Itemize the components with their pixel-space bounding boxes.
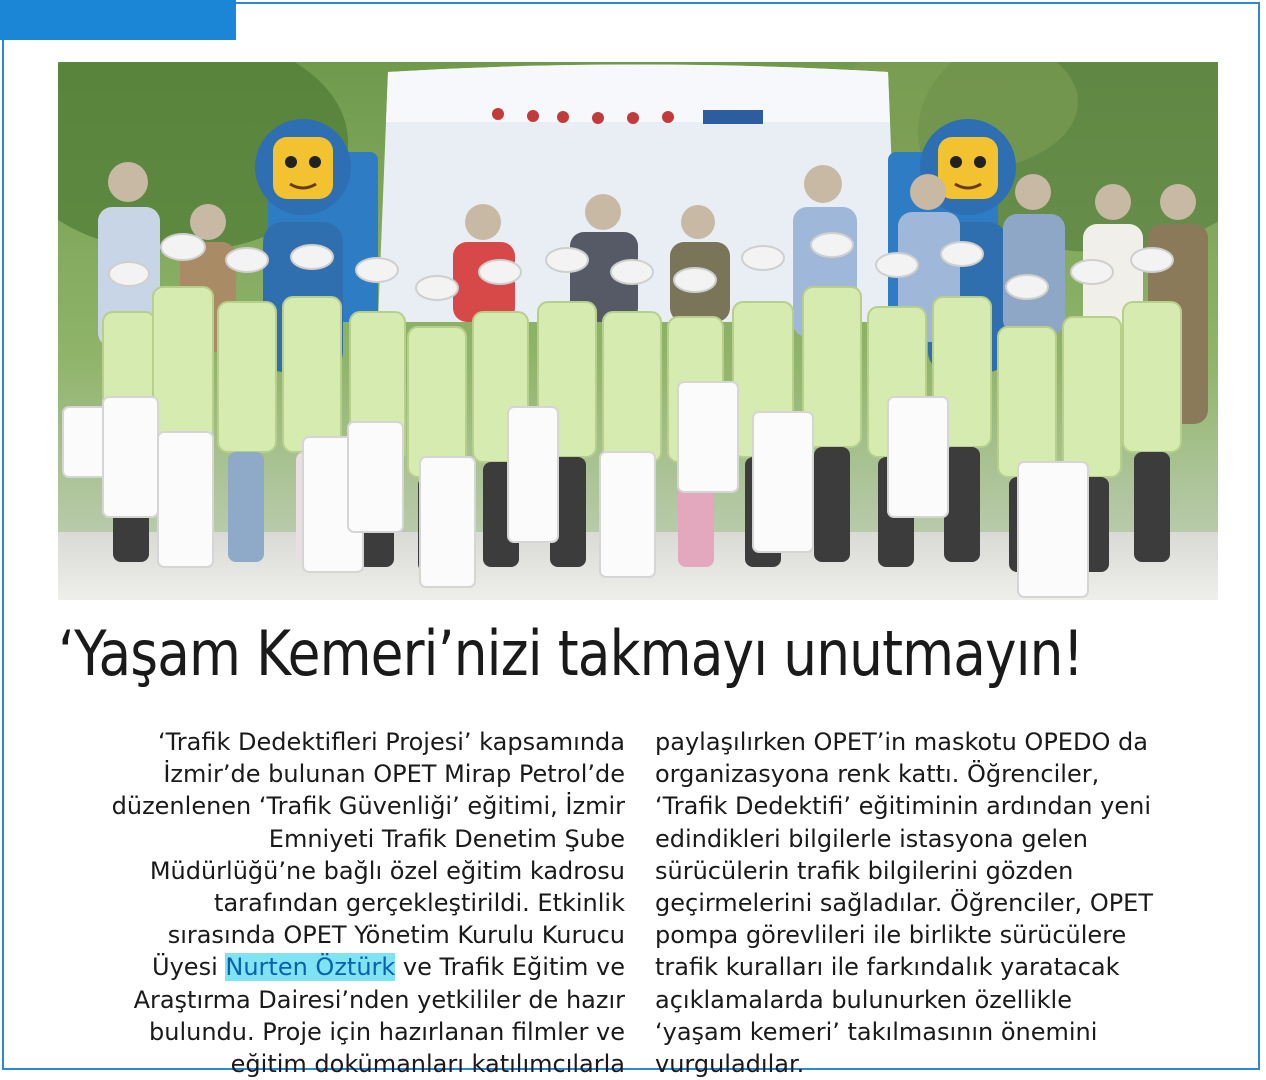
text-line: Müdürlüğü’ne bağlı özel eğitim kadrosu bbox=[149, 856, 625, 885]
text-line: Araştırma Dairesi’nden yetkililer de hazır bbox=[133, 985, 625, 1014]
text-line: bulundu. Proje için hazırlanan filmler ve bbox=[149, 1017, 625, 1046]
text-line: sürücülerin trafik bilgilerini gözden bbox=[655, 856, 1074, 885]
text-line: eğitim dokümanları katılımcılarla bbox=[230, 1050, 625, 1079]
text-line: pompa görevlileri ile birlikte sürücülere bbox=[655, 921, 1127, 950]
text-line: paylaşılırken OPET’in maskotu OPEDO da bbox=[655, 728, 1148, 756]
text-line: organizasyona renk kattı. Öğrenciler, bbox=[655, 760, 1100, 789]
text-line: düzenlenen ‘Trafik Güvenliği’ eğitimi, İzmir bbox=[111, 792, 625, 821]
text-line: tarafından gerçekleştirildi. Etkinlik bbox=[214, 889, 625, 918]
text-line: edindikleri bilgilerle istasyona gelen bbox=[655, 824, 1088, 853]
text-line: Emniyeti Trafik Denetim Şube bbox=[268, 824, 625, 853]
highlighted-name: Nurten Öztürk bbox=[225, 953, 396, 982]
text-fragment: Üyesi bbox=[152, 953, 226, 982]
text-line: ‘Trafik Dedektifi’ eğitiminin ardından yeni bbox=[655, 792, 1151, 821]
article-column-left bbox=[60, 726, 625, 1080]
group-photo-icon bbox=[58, 62, 1218, 600]
text-line: trafik kuralları ile farkındalık yaratacak bbox=[655, 953, 1120, 982]
group-photo bbox=[58, 62, 1218, 600]
text-line: İzmir’de bulunan OPET Mirap Petrol’de bbox=[163, 760, 625, 789]
text-line: sırasında OPET Yönetim Kurulu Kurucu bbox=[167, 921, 625, 950]
text-line: geçirmelerini sağladılar. Öğrenciler, OPET bbox=[655, 889, 1153, 918]
text-fragment: ve Trafik Eğitim ve bbox=[395, 953, 625, 982]
section-tab bbox=[0, 0, 236, 40]
text-line: vurguladılar. bbox=[655, 1050, 805, 1079]
text-line: ‘Trafik Dedektifleri Projesi’ kapsamında bbox=[157, 728, 625, 756]
text-line: açıklamalarda bulunurken özellikle bbox=[655, 985, 1072, 1014]
headline: ‘Yaşam Kemeri’nizi takmayı unutmayın! bbox=[58, 617, 1084, 690]
text-line: ‘yaşam kemeri’ takılmasının önemini bbox=[655, 1017, 1098, 1046]
text-line bbox=[60, 951, 625, 983]
article-column-right bbox=[655, 726, 1215, 1080]
